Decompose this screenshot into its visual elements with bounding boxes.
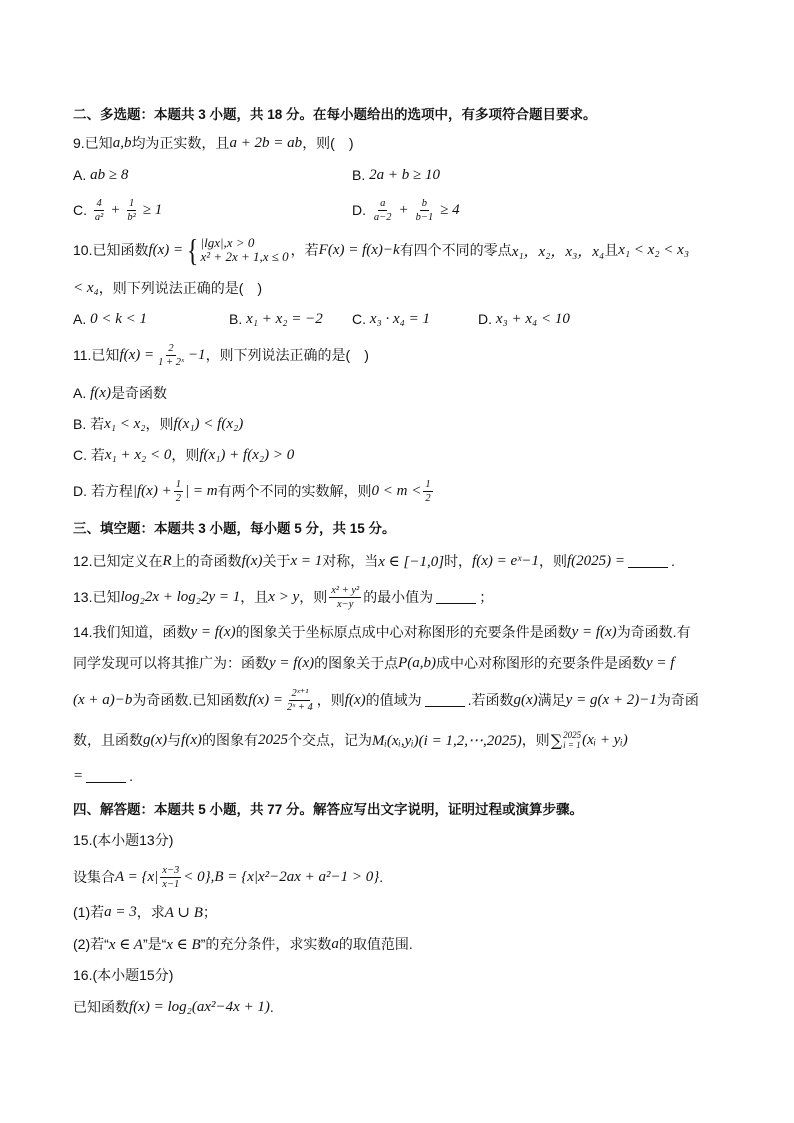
question-text: . <box>129 768 134 784</box>
question-15-part-1 <box>73 897 217 927</box>
option-label: C. <box>73 202 91 218</box>
question-text: 的值域为 <box>365 692 422 708</box>
section-heading-text: 三、填空题：本题共 3 小题，每小题 5 分，共 15 分。 <box>73 521 396 536</box>
fraction <box>93 198 105 223</box>
math-expression: x₃ + x₄ < 10 <box>495 310 570 327</box>
math-expression: 2a + b ≥ 10 <box>369 166 440 183</box>
question-text: 为奇函数.已知函数 <box>132 692 249 708</box>
math-expression: x₁ + x₂ < 0 <box>104 446 172 463</box>
question-14-line-2 <box>73 648 674 678</box>
fraction-numerator: x−3 <box>162 864 180 876</box>
question-text: 与 <box>167 732 182 748</box>
fraction-denominator: b−1 <box>415 211 434 223</box>
fraction-numerator: x² + y² <box>331 584 360 596</box>
question-text: ，则 <box>539 553 568 569</box>
question-text: 的最小值为 <box>363 589 434 605</box>
fraction <box>285 688 315 713</box>
summation-lower-limit: i = 1 <box>563 740 581 750</box>
math-expression: f(x) = <box>248 691 283 708</box>
math-operator: + <box>110 201 121 218</box>
math-expression: ≥ 1 <box>142 201 163 218</box>
question-text: 9.已知 <box>73 135 113 151</box>
option-label: A. <box>73 385 91 401</box>
section-heading-multiple-choice <box>73 98 597 128</box>
option-label: D. <box>352 202 370 218</box>
section-heading-text: 二、多选题：本题共 3 小题，共 18 分。在每小题给出的选项中，有多项符合题目要求。 <box>73 107 597 122</box>
question-11-option-b <box>73 409 243 439</box>
option-label: A. <box>73 311 91 327</box>
question-text: ”的充分条件，求实数 <box>200 936 332 952</box>
question-text: 时， <box>444 553 473 569</box>
math-expression: P(a,b) <box>398 654 437 671</box>
answer-blank[interactable] <box>86 770 126 783</box>
question-text: ，求 <box>136 904 165 920</box>
summation-upper-limit: 2025 <box>563 730 582 740</box>
question-title: 15.(本小题13分) <box>73 832 174 848</box>
question-text: 的图象关于点 <box>314 655 399 671</box>
fraction-denominator: x−1 <box>162 878 180 890</box>
question-10-stem-line-2 <box>73 273 262 303</box>
fraction-numerator: b <box>421 197 428 209</box>
piecewise-cases <box>201 236 289 264</box>
math-expression: a + 2b = ab <box>229 134 303 151</box>
question-9-option-a <box>73 160 128 190</box>
question-11-stem <box>73 340 369 370</box>
math-expression: < 0},B = {x|x²−2ax + a²−1 > 0} <box>183 868 380 885</box>
question-text: 为奇函数.有 <box>616 624 691 640</box>
math-expression: y = g(x + 2)−1 <box>565 691 657 708</box>
question-text: ，若 <box>290 242 319 258</box>
question-text: .若函数 <box>467 692 514 708</box>
math-expression: | = m <box>184 482 218 499</box>
math-expression: ≥ 4 <box>440 201 460 218</box>
answer-blank[interactable] <box>436 591 476 604</box>
question-text: . <box>379 869 384 885</box>
question-text: ，则 <box>521 732 550 748</box>
math-expression: x₁ < x₂ < x₃ <box>618 241 690 258</box>
question-11-option-d <box>73 476 435 506</box>
fraction-denominator: 2ˣ + 4 <box>286 701 313 713</box>
question-text: 已知函数 <box>73 999 129 1015</box>
fraction-numerator: a <box>380 197 386 209</box>
question-text: ，且 <box>240 589 269 605</box>
question-text: ”是“ <box>142 936 167 952</box>
math-expression: R <box>162 552 172 569</box>
question-text: 且 <box>604 242 619 258</box>
question-text: 满足 <box>537 692 566 708</box>
fraction-denominator: a² <box>94 211 104 223</box>
section-heading-fill-in <box>73 512 396 542</box>
question-text: ，则( ) <box>302 135 354 151</box>
piecewise-case: x² + 2x + 1,x ≤ 0 <box>200 249 289 264</box>
math-expression: 2025 <box>257 731 288 748</box>
math-expression: log₂2x + log₂2y = 1 <box>120 588 241 605</box>
option-label: A. <box>73 167 91 183</box>
question-text: 是奇函数 <box>110 385 167 401</box>
question-10-stem-line-1 <box>73 230 689 270</box>
question-text: 数，且函数 <box>73 732 143 748</box>
math-expression: f(2025) = <box>567 552 626 569</box>
math-expression: f(x) <box>181 731 202 748</box>
question-16-title <box>73 960 173 990</box>
summation-limits <box>563 730 581 750</box>
question-text: 10.已知函数 <box>73 242 149 258</box>
question-text: 13.已知 <box>73 589 121 605</box>
fraction <box>414 198 436 223</box>
math-expression: = <box>73 767 84 784</box>
question-text: ，则 <box>316 692 345 708</box>
math-expression: y = f <box>646 654 675 671</box>
fraction <box>423 479 432 504</box>
math-expression: y = f(x) <box>571 623 617 640</box>
question-9-option-c <box>73 195 162 225</box>
question-16-stem <box>73 992 274 1022</box>
question-text: ； <box>479 589 494 605</box>
question-14-line-5 <box>73 761 133 791</box>
math-expression: f(x) <box>344 691 366 708</box>
math-expression: f(x₁) < f(x₂) <box>173 415 244 432</box>
option-label: B. <box>229 311 247 327</box>
piecewise-function <box>185 234 289 266</box>
question-text: 个交点，记为 <box>287 732 372 748</box>
math-expression: f(x) <box>241 552 263 569</box>
math-expression: x = 1 <box>290 552 323 569</box>
math-expression: a <box>331 935 339 952</box>
option-label: C. <box>352 311 370 327</box>
fraction-numerator: 4 <box>96 197 102 209</box>
math-expression: ab ≥ 8 <box>90 166 129 183</box>
math-expression: x₃ · x₄ = 1 <box>369 310 431 327</box>
question-text: ； <box>202 904 217 920</box>
math-expression: f(x) <box>90 384 111 401</box>
fraction <box>329 585 361 610</box>
math-expression: x₁ < x₂ <box>104 415 146 432</box>
option-label: B. 若 <box>73 416 105 432</box>
math-expression: x₁ + x₂ = −2 <box>246 310 323 327</box>
fraction-numerator: 2ˣ⁺¹ <box>291 687 309 699</box>
option-label: D. 若方程 <box>73 483 133 499</box>
math-expression: −1 <box>187 346 206 363</box>
fraction-denominator: 2 <box>425 492 431 504</box>
question-text: . <box>269 999 274 1015</box>
question-text: 的取值范围. <box>338 936 413 952</box>
summation <box>551 730 581 750</box>
question-text: 成中心对称图形的充要条件是函数 <box>436 655 647 671</box>
math-expression: A = {x| <box>115 868 159 885</box>
question-text: 均为正实数，且 <box>131 135 230 151</box>
math-expression: y = f(x) <box>190 623 236 640</box>
piecewise-case: |lgx|,x > 0 <box>200 235 255 250</box>
math-expression: (x + a)−b <box>73 691 133 708</box>
math-expression: f(x) = <box>148 241 184 258</box>
question-text: 11.已知 <box>73 347 120 363</box>
question-text: 设集合 <box>73 869 115 885</box>
question-11-option-c <box>73 440 294 470</box>
fraction-denominator: b² <box>127 211 136 223</box>
question-text: 关于 <box>262 553 291 569</box>
question-14-line-4 <box>73 725 628 755</box>
fraction <box>160 865 181 890</box>
question-9-stem <box>73 128 354 158</box>
question-text: 上的奇函数 <box>171 553 242 569</box>
question-14-line-1 <box>73 617 691 647</box>
math-expression: f(x) = <box>119 346 155 363</box>
question-10-option-a <box>73 304 147 334</box>
question-text: ，则 <box>145 416 174 432</box>
fraction-numerator: 1 <box>175 478 181 490</box>
answer-blank[interactable] <box>628 555 668 568</box>
math-expression: x ∈ A <box>108 936 143 953</box>
math-expression: x₁，x₂，x₃，x₄ <box>511 243 605 260</box>
question-text: 同学发现可以将其推广为：函数 <box>73 655 269 671</box>
question-text: . <box>671 553 675 569</box>
question-text: 有两个不同的实数解，则 <box>217 483 372 499</box>
option-label: C. 若 <box>73 447 105 463</box>
math-expression: f(x) = eˣ−1 <box>472 552 540 569</box>
math-expression: |f(x) + <box>132 482 172 499</box>
math-expression: (xᵢ + yᵢ) <box>582 731 628 748</box>
math-expression: a = 3 <box>104 903 137 920</box>
fraction-denominator: a−2 <box>373 211 392 223</box>
fraction <box>125 198 137 223</box>
question-15-part-2 <box>73 929 413 959</box>
question-9-option-d <box>352 195 460 225</box>
question-text: (1)若 <box>73 904 105 920</box>
math-expression: x ∈ B <box>166 936 201 953</box>
question-10-option-d <box>478 304 570 334</box>
option-label: B. <box>352 167 370 183</box>
section-heading-text: 四、解答题：本题共 5 小题，共 77 分。解答应写出文字说明，证明过程或演算步骤。 <box>73 802 584 817</box>
fraction-numerator: 1 <box>129 197 135 209</box>
math-expression: 0 < k < 1 <box>90 310 148 327</box>
sigma-symbol: ∑ <box>550 730 563 750</box>
question-15-title <box>73 825 173 855</box>
question-text: 为奇函 <box>656 692 699 708</box>
math-expression: g(x) <box>143 731 168 748</box>
section-heading-solutions <box>73 793 583 823</box>
fraction <box>174 479 183 504</box>
question-11-option-a <box>73 378 167 408</box>
math-expression: y = f(x) <box>269 654 315 671</box>
question-10-option-c <box>352 304 430 334</box>
math-expression: g(x) <box>513 691 538 708</box>
question-text: 的图象有 <box>201 732 258 748</box>
question-14-line-3 <box>73 685 699 715</box>
question-15-stem <box>73 862 383 892</box>
math-expression: a,b <box>112 134 132 151</box>
fraction-numerator: 1 <box>425 478 431 490</box>
question-text: ，则 <box>299 589 328 605</box>
fraction-denominator: x−y <box>337 598 354 610</box>
math-expression: f(x) = log₂(ax²−4x + 1) <box>129 998 270 1015</box>
math-operator: + <box>398 201 409 218</box>
math-expression: < x₄ <box>73 279 99 296</box>
question-text: 有四个不同的零点 <box>399 242 512 258</box>
math-expression: Mᵢ(xᵢ,yᵢ)(i = 1,2,⋯,2025) <box>371 732 522 749</box>
question-9-option-b <box>352 160 440 190</box>
math-expression: F(x) = f(x)−k <box>318 241 400 258</box>
question-text: (2)若“ <box>73 936 109 952</box>
fraction-denominator: 1 + 2ˣ <box>158 356 184 368</box>
math-expression: x > y <box>268 588 300 605</box>
answer-blank[interactable] <box>425 694 465 707</box>
question-10-option-b <box>229 304 323 334</box>
question-13 <box>73 582 493 612</box>
fraction <box>156 343 186 368</box>
question-12 <box>73 546 675 576</box>
math-expression: f(x₁) + f(x₂) > 0 <box>199 446 295 463</box>
question-title: 16.(本小题15分) <box>73 967 174 983</box>
question-text: 的图象关于坐标原点成中心对称图形的充要条件是函数 <box>235 624 572 640</box>
math-expression: A ∪ B <box>164 904 203 921</box>
question-text: 14.我们知道，函数 <box>73 624 191 640</box>
question-text: ，则下列说法正确的是( ) <box>98 280 263 296</box>
piecewise-brace: { <box>187 232 199 268</box>
math-expression: 0 < m < <box>371 482 422 499</box>
fraction-denominator: 2 <box>175 492 181 504</box>
question-text: 12.已知定义在 <box>73 553 163 569</box>
option-label: D. <box>478 311 496 327</box>
math-expression: x ∈ [−1,0] <box>378 553 445 570</box>
fraction-numerator: 2 <box>168 342 174 354</box>
fraction <box>372 198 394 223</box>
question-text: ，则 <box>171 447 200 463</box>
question-text: ，则下列说法正确的是( ) <box>205 347 369 363</box>
question-text: 对称，当 <box>322 553 379 569</box>
